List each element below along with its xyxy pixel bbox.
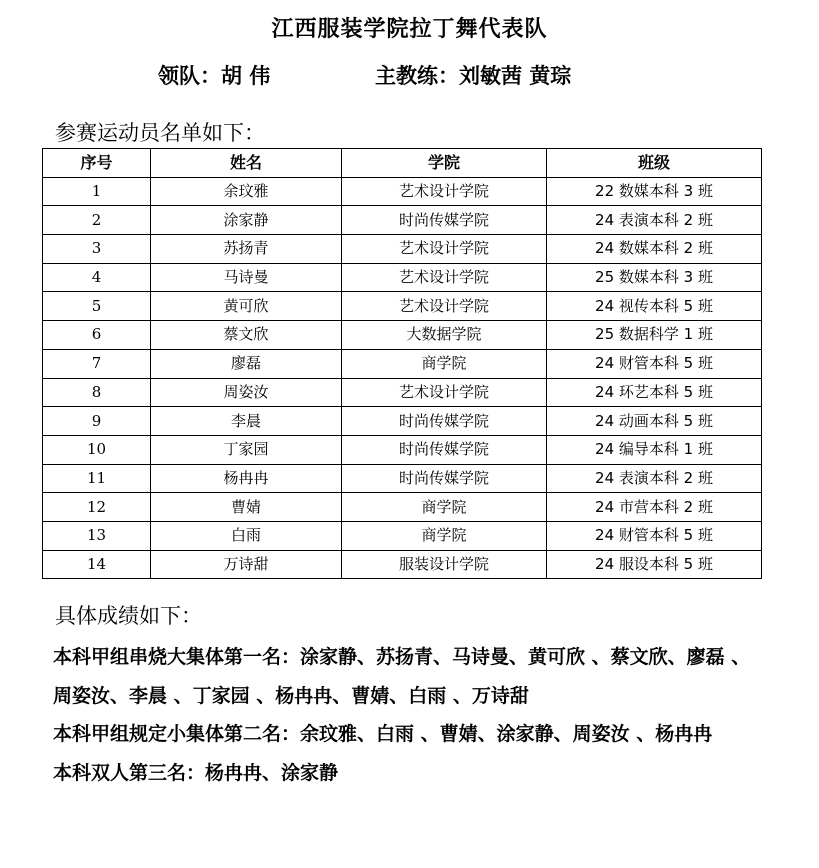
cell-college: 时尚传媒学院: [342, 435, 547, 464]
cell-class: 24 表演本科 2 班: [547, 464, 762, 493]
results-heading: 具体成绩如下：: [55, 604, 202, 628]
cell-name: 涂家静: [151, 206, 342, 235]
cell-index: 12: [43, 493, 151, 522]
table-row: [43, 378, 762, 407]
cell-name: 曹婧: [151, 493, 342, 522]
cell-index: 7: [43, 349, 151, 378]
cell-index: 4: [43, 263, 151, 292]
cell-college: 艺术设计学院: [342, 378, 547, 407]
team-leader: 领队：胡 伟: [158, 63, 271, 88]
cell-index: 9: [43, 407, 151, 436]
result-item: 本科甲组规定小集体第二名：余玟雅、白雨 、曹婧、涂家静、周姿汝 、杨冉冉: [53, 723, 713, 745]
roster-table-body: [43, 177, 762, 579]
cell-index: 3: [43, 235, 151, 264]
cell-class: 24 环艺本科 5 班: [547, 378, 762, 407]
cell-class: 25 数媒本科 3 班: [547, 263, 762, 292]
column-header-index: 序号: [43, 149, 151, 178]
table-row: [43, 521, 762, 550]
table-row: [43, 235, 762, 264]
table-row: [43, 321, 762, 350]
cell-college: 时尚传媒学院: [342, 407, 547, 436]
table-row: [43, 263, 762, 292]
table-row: [43, 177, 762, 206]
column-header-name: 姓名: [151, 149, 342, 178]
cell-college: 大数据学院: [342, 321, 547, 350]
cell-index: 6: [43, 321, 151, 350]
cell-index: 8: [43, 378, 151, 407]
cell-college: 艺术设计学院: [342, 263, 547, 292]
result-item: 本科甲组串烧大集体第一名：涂家静、苏扬青、马诗曼、黄可欣 、蔡文欣、廖磊 、周姿汝、李晨 、丁家园 、杨冉冉、曹婧、白雨 、万诗甜: [53, 646, 751, 707]
table-row: [43, 292, 762, 321]
cell-index: 10: [43, 435, 151, 464]
cell-class: 25 数据科学 1 班: [547, 321, 762, 350]
cell-name: 杨冉冉: [151, 464, 342, 493]
cell-college: 艺术设计学院: [342, 235, 547, 264]
cell-college: 商学院: [342, 521, 547, 550]
cell-college: 艺术设计学院: [342, 177, 547, 206]
table-row: [43, 464, 762, 493]
cell-college: 服装设计学院: [342, 550, 547, 579]
cell-class: 24 财管本科 5 班: [547, 521, 762, 550]
table-row: [43, 493, 762, 522]
cell-name: 苏扬青: [151, 235, 342, 264]
table-row: [43, 435, 762, 464]
cell-name: 白雨: [151, 521, 342, 550]
cell-index: 14: [43, 550, 151, 579]
cell-name: 黄可欣: [151, 292, 342, 321]
cell-class: 24 服设本科 5 班: [547, 550, 762, 579]
cell-name: 周姿汝: [151, 378, 342, 407]
cell-college: 商学院: [342, 493, 547, 522]
table-row: [43, 206, 762, 235]
cell-class: 24 编导本科 1 班: [547, 435, 762, 464]
cell-name: 马诗曼: [151, 263, 342, 292]
cell-name: 李晨: [151, 407, 342, 436]
table-row: [43, 349, 762, 378]
cell-name: 蔡文欣: [151, 321, 342, 350]
roster-heading: 参赛运动员名单如下：: [55, 121, 265, 145]
cell-index: 11: [43, 464, 151, 493]
table-header-row: [43, 149, 762, 178]
cell-class: 24 表演本科 2 班: [547, 206, 762, 235]
cell-class: 24 数媒本科 2 班: [547, 235, 762, 264]
cell-class: 24 动画本科 5 班: [547, 407, 762, 436]
cell-index: 13: [43, 521, 151, 550]
document-title: 江西服装学院拉丁舞代表队: [271, 16, 548, 42]
table-row: [43, 550, 762, 579]
cell-index: 2: [43, 206, 151, 235]
results-list: [53, 638, 753, 792]
table-row: [43, 407, 762, 436]
head-coach: 主教练：刘敏茜 黄琮: [375, 63, 572, 88]
cell-class: 24 视传本科 5 班: [547, 292, 762, 321]
cell-college: 时尚传媒学院: [342, 206, 547, 235]
cell-name: 余玟雅: [151, 177, 342, 206]
column-header-class: 班级: [547, 149, 762, 178]
cell-index: 1: [43, 177, 151, 206]
cell-name: 廖磊: [151, 349, 342, 378]
column-header-college: 学院: [342, 149, 547, 178]
cell-college: 艺术设计学院: [342, 292, 547, 321]
cell-class: 24 财管本科 5 班: [547, 349, 762, 378]
cell-college: 时尚传媒学院: [342, 464, 547, 493]
cell-class: 22 数媒本科 3 班: [547, 177, 762, 206]
cell-college: 商学院: [342, 349, 547, 378]
cell-index: 5: [43, 292, 151, 321]
cell-class: 24 市营本科 2 班: [547, 493, 762, 522]
result-item: 本科双人第三名：杨冉冉、涂家静: [53, 761, 339, 784]
cell-name: 万诗甜: [151, 550, 342, 579]
roster-table: [42, 148, 762, 579]
cell-name: 丁家园: [151, 435, 342, 464]
